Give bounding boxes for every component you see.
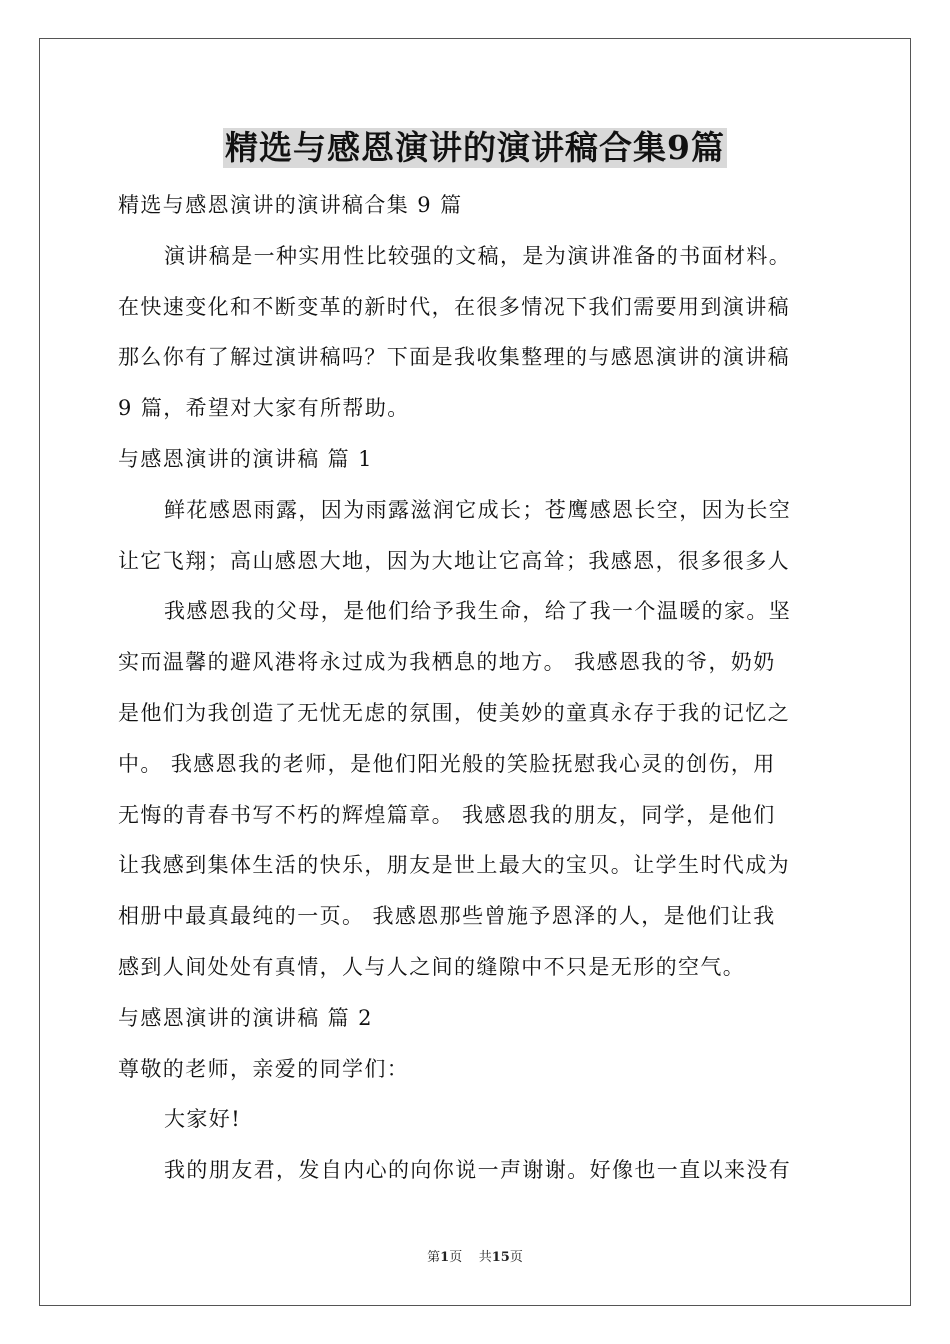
paragraph-line: 鲜花感恩雨露，因为雨露滋润它成长；苍鹰感恩长空，因为长空 [164,497,792,522]
intro-line: 那么你有了解过演讲稿吗？下面是我收集整理的与感恩演讲的演讲稿 [118,345,790,370]
greeting-line: 大家好! [164,1107,242,1132]
section-heading-2: 与感恩演讲的演讲稿 篇 2 [118,1005,373,1030]
intro-line: 在快速变化和不断变革的新时代，在很多情况下我们需要用到演讲稿 [118,294,790,319]
total-pages-number: 15 [491,1250,510,1265]
document-body [118,180,834,1196]
intro-line: 演讲稿是一种实用性比较强的文稿，是为演讲准备的书面材料。 [164,243,792,268]
page-label-prefix: 第 [427,1250,441,1265]
subtitle: 精选与感恩演讲的演讲稿合集 9 篇 [118,193,463,217]
paragraph-line: 无悔的青春书写不朽的辉煌篇章。 我感恩我的朋友，同学，是他们 [118,802,776,827]
paragraph-line: 我感恩我的父母，是他们给予我生命，给了我一个温暖的家。坚 [164,599,792,624]
paragraph-line: 我的朋友君，发自内心的向你说一声谢谢。好像也一直以来没有 [164,1158,792,1183]
paragraph-line: 感到人间处处有真情，人与人之间的缝隙中不只是无形的空气。 [118,954,746,979]
page-label-mid: 页 共 [449,1250,492,1265]
section-heading-1: 与感恩演讲的演讲稿 篇 1 [118,446,373,471]
paragraph-line: 中。 我感恩我的老师，是他们阳光般的笑脸抚慰我心灵的创伤，用 [118,751,776,776]
title-container [0,128,950,168]
page-label-suffix: 页 [509,1250,523,1265]
paragraph-line: 让它飞翔；高山感恩大地，因为大地让它高耸；我感恩，很多很多人 [118,548,790,573]
salutation-line: 尊敬的老师，亲爱的同学们： [118,1056,410,1081]
document-title: 精选与感恩演讲的演讲稿合集9篇 [225,128,725,167]
paragraph-line: 让我感到集体生活的快乐，朋友是世上最大的宝贝。让学生时代成为 [118,853,790,878]
current-page-number: 1 [440,1250,450,1265]
page-footer [0,1246,950,1265]
paragraph-line: 实而温馨的避风港将永过成为我栖息的地方。 我感恩我的爷，奶奶 [118,650,776,675]
paragraph-line: 是他们为我创造了无忧无虑的氛围，使美妙的童真永存于我的记忆之 [118,700,790,725]
intro-line: 9 篇，希望对大家有所帮助。 [118,396,410,421]
paragraph-line: 相册中最真最纯的一页。 我感恩那些曾施予恩泽的人，是他们让我 [118,904,776,929]
